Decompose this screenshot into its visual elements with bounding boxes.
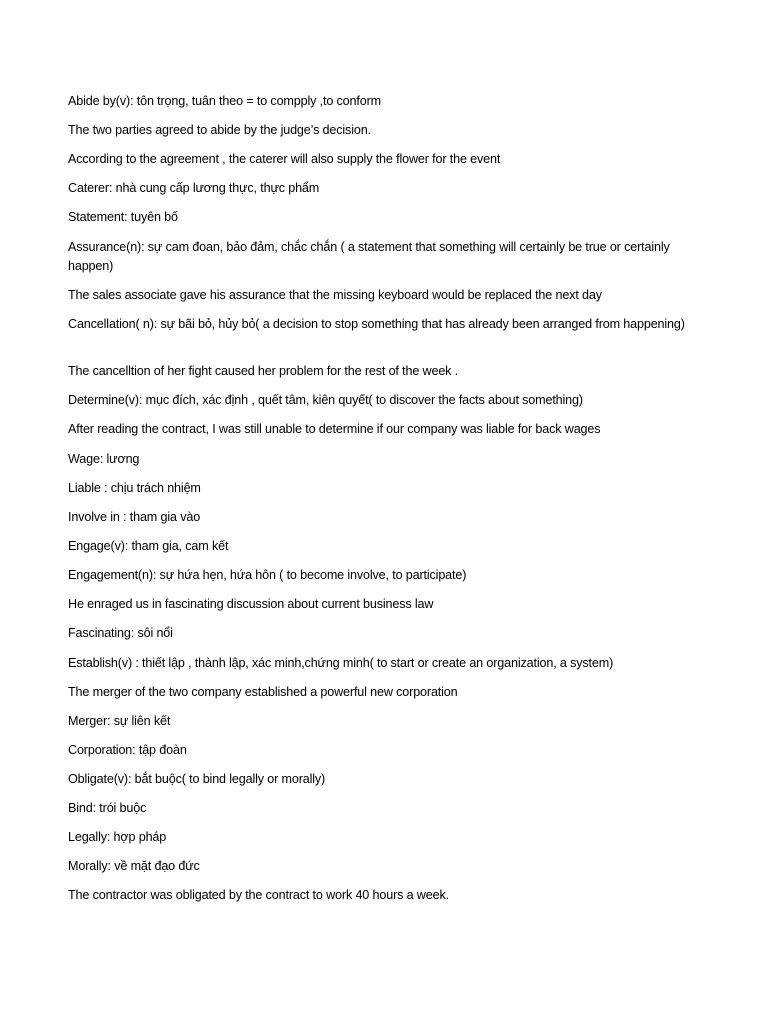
text-line-abide-by: Abide by(v): tôn trọng, tuân theo = to compply ,to conform [68,94,381,108]
text-line-assurance: Assurance(n): sự cam đoan, bảo đảm, chắc chắn ( a statement that something will certainly be true or certainly happen) [68,240,670,273]
text-line-cancellation: Cancellation( n): sự bãi bỏ, hủy bỏ( a decision to stop something that has already been arranged from happening) [68,317,685,331]
text-line-engage: Engage(v): tham gia, cam kết [68,539,229,553]
text-line-engage-example: He enraged us in fascinating discussion about current business law [68,597,434,611]
text-line-involve-in: Involve in : tham gia vào [68,510,201,524]
text-line-cancellation-example: The cancelltion of her fight caused her problem for the rest of the week . [68,364,459,378]
text-line-determine: Determine(v): mục đích, xác định , quết tâm, kiên quyết( to discover the facts about something) [68,393,583,407]
text-line-bind: Bind: trói buộc [68,801,147,815]
text-line-abide-example: The two parties agreed to abide by the judge’s decision. [68,123,371,137]
text-line-morally: Morally: về mặt đạo đức [68,859,200,873]
text-line-establish-example: The merger of the two company established a powerful new corporation [68,685,458,699]
text-line-corporation: Corporation: tập đoàn [68,743,187,757]
text-line-agreement-example: According to the agreement , the caterer will also supply the flower for the event [68,152,501,166]
text-line-engagement: Engagement(n): sự hứa hẹn, hứa hôn ( to become involve, to participate) [68,568,467,582]
text-line-liable: Liable : chịu trách nhiệm [68,481,201,495]
text-line-wage: Wage: lương [68,452,140,466]
text-line-fascinating: Fascinating: sôi nổi [68,626,173,640]
text-line-establish: Establish(v) : thiết lập , thành lập, xác minh,chứng minh( to start or create an organization, a system) [68,656,614,670]
text-line-merger: Merger: sự liên kết [68,714,171,728]
text-line-legally: Legally: hợp pháp [68,830,167,844]
text-line-assurance-example: The sales associate gave his assurance that the missing keyboard would be replaced the next day [68,288,602,302]
text-line-determine-example: After reading the contract, I was still unable to determine if our company was liable for back wages [68,422,601,436]
text-line-obligate-example: The contractor was obligated by the contract to work 40 hours a week. [68,888,449,902]
text-line-obligate: Obligate(v): bắt buộc( to bind legally or morally) [68,772,326,786]
text-line-caterer: Caterer: nhà cung cấp lương thực, thực phẩm [68,181,320,195]
text-line-statement: Statement: tuyên bố [68,210,178,224]
